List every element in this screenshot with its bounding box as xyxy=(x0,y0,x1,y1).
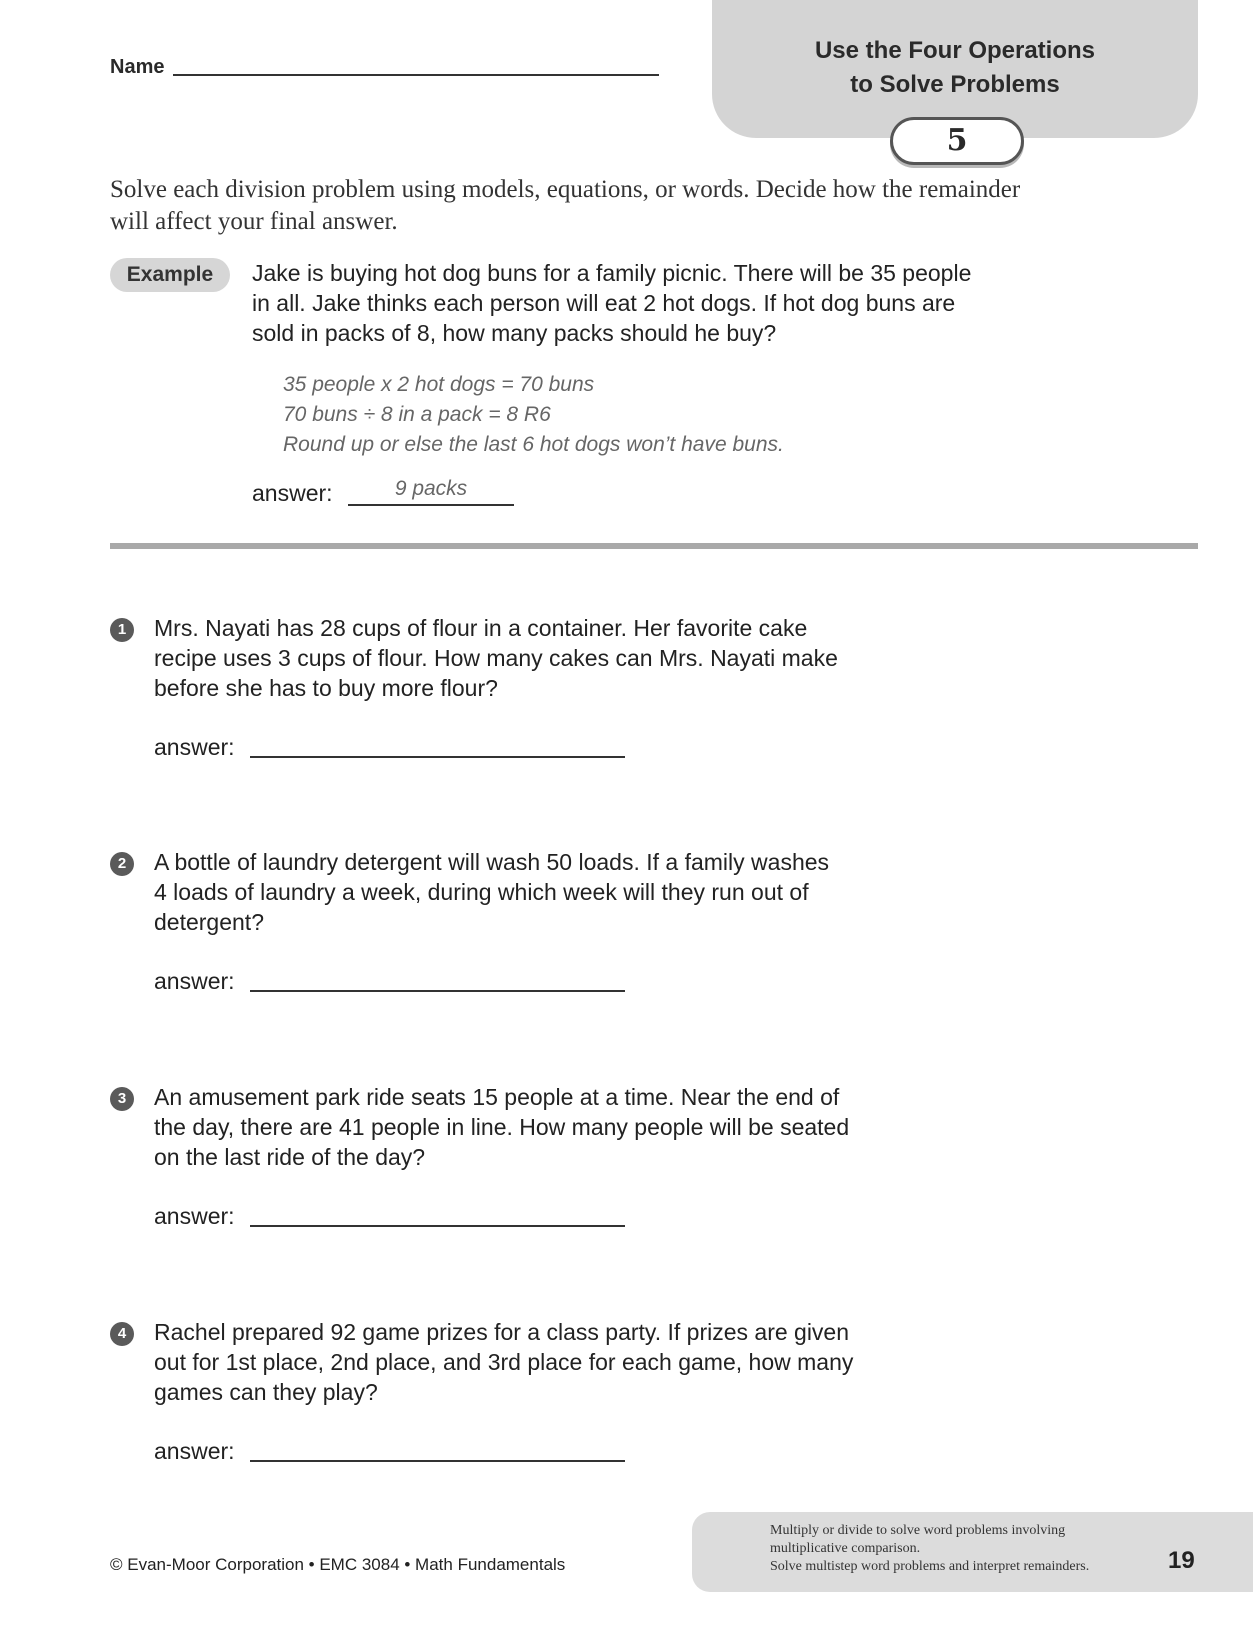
problem-number-badge: 1 xyxy=(110,618,134,642)
problem-text xyxy=(154,847,894,937)
answer-field-line[interactable] xyxy=(250,1225,625,1227)
problem-text xyxy=(154,613,894,703)
example-line: Jake is buying hot dog buns for a family picnic. There will be 35 people xyxy=(252,260,972,286)
example-answer-label: answer: xyxy=(252,480,333,506)
problem-text xyxy=(154,1317,894,1407)
answer-label: answer: xyxy=(154,1438,235,1464)
problem-number-badge: 2 xyxy=(110,852,134,876)
problem-text xyxy=(154,1082,894,1172)
example-line: in all. Jake thinks each person will eat 2 hot dogs. If hot dog buns are xyxy=(252,290,956,316)
copyright-footer: © Evan-Moor Corporation • EMC 3084 • Math Fundamentals xyxy=(110,1555,566,1574)
problem-line: recipe uses 3 cups of flour. How many cakes can Mrs. Nayati make xyxy=(154,645,838,671)
lesson-title-line-2: to Solve Problems xyxy=(850,71,1060,98)
example-work xyxy=(283,370,903,460)
problem-line: on the last ride of the day? xyxy=(154,1144,426,1170)
problem-line: Rachel prepared 92 game prizes for a class party. If prizes are given xyxy=(154,1319,850,1345)
example-problem xyxy=(252,258,1012,348)
work-line: 35 people x 2 hot dogs = 70 buns xyxy=(283,373,595,396)
problem-number-badge: 3 xyxy=(110,1087,134,1111)
lesson-number-badge: 5 xyxy=(890,117,1024,165)
answer-field-line[interactable] xyxy=(250,756,625,758)
answer-label: answer: xyxy=(154,1203,235,1229)
answer-label: answer: xyxy=(154,968,235,994)
lesson-title-line-1: Use the Four Operations xyxy=(814,37,1096,64)
lesson-title xyxy=(712,34,1198,102)
problem-line: before she has to buy more flour? xyxy=(154,675,498,701)
example-answer-value: 9 packs xyxy=(348,474,514,506)
section-divider xyxy=(110,543,1198,549)
answer-field-line[interactable] xyxy=(250,990,625,992)
page-number: 19 xyxy=(1168,1547,1195,1574)
work-line: Round up or else the last 6 hot dogs won’t have buns. xyxy=(283,433,784,456)
answer-field-line[interactable] xyxy=(250,1460,625,1462)
problem-line: A bottle of laundry detergent will wash 50 loads. If a family washes xyxy=(154,849,830,875)
example-badge: Example xyxy=(110,258,230,292)
problem-line: Mrs. Nayati has 28 cups of flour in a container. Her favorite cake xyxy=(154,615,808,641)
standards-text xyxy=(770,1522,1130,1576)
standards-line: multiplicative comparison. xyxy=(770,1541,921,1556)
name-label: Name xyxy=(110,56,165,78)
problem-line: games can they play? xyxy=(154,1379,378,1405)
problem-line: out for 1st place, 2nd place, and 3rd place for each game, how many xyxy=(154,1349,854,1375)
problem-line: the day, there are 41 people in line. How many people will be seated xyxy=(154,1114,850,1140)
instructions-line-2: will affect your final answer. xyxy=(110,208,398,235)
instructions xyxy=(110,174,1110,238)
work-line: 70 buns ÷ 8 in a pack = 8 R6 xyxy=(283,403,551,426)
problem-line: detergent? xyxy=(154,909,264,935)
problem-number-badge: 4 xyxy=(110,1322,134,1346)
answer-label: answer: xyxy=(154,734,235,760)
standards-line: Multiply or divide to solve word problems involving xyxy=(770,1523,1066,1538)
instructions-line-1: Solve each division problem using models, equations, or words. Decide how the remainder xyxy=(110,176,1021,203)
standards-line: Solve multistep word problems and interpret remainders. xyxy=(770,1559,1090,1574)
problem-line: 4 loads of laundry a week, during which week will they run out of xyxy=(154,879,809,905)
example-line: sold in packs of 8, how many packs should he buy? xyxy=(252,320,777,346)
problem-line: An amusement park ride seats 15 people at a time. Near the end of xyxy=(154,1084,840,1110)
name-field-line[interactable] xyxy=(173,74,659,76)
